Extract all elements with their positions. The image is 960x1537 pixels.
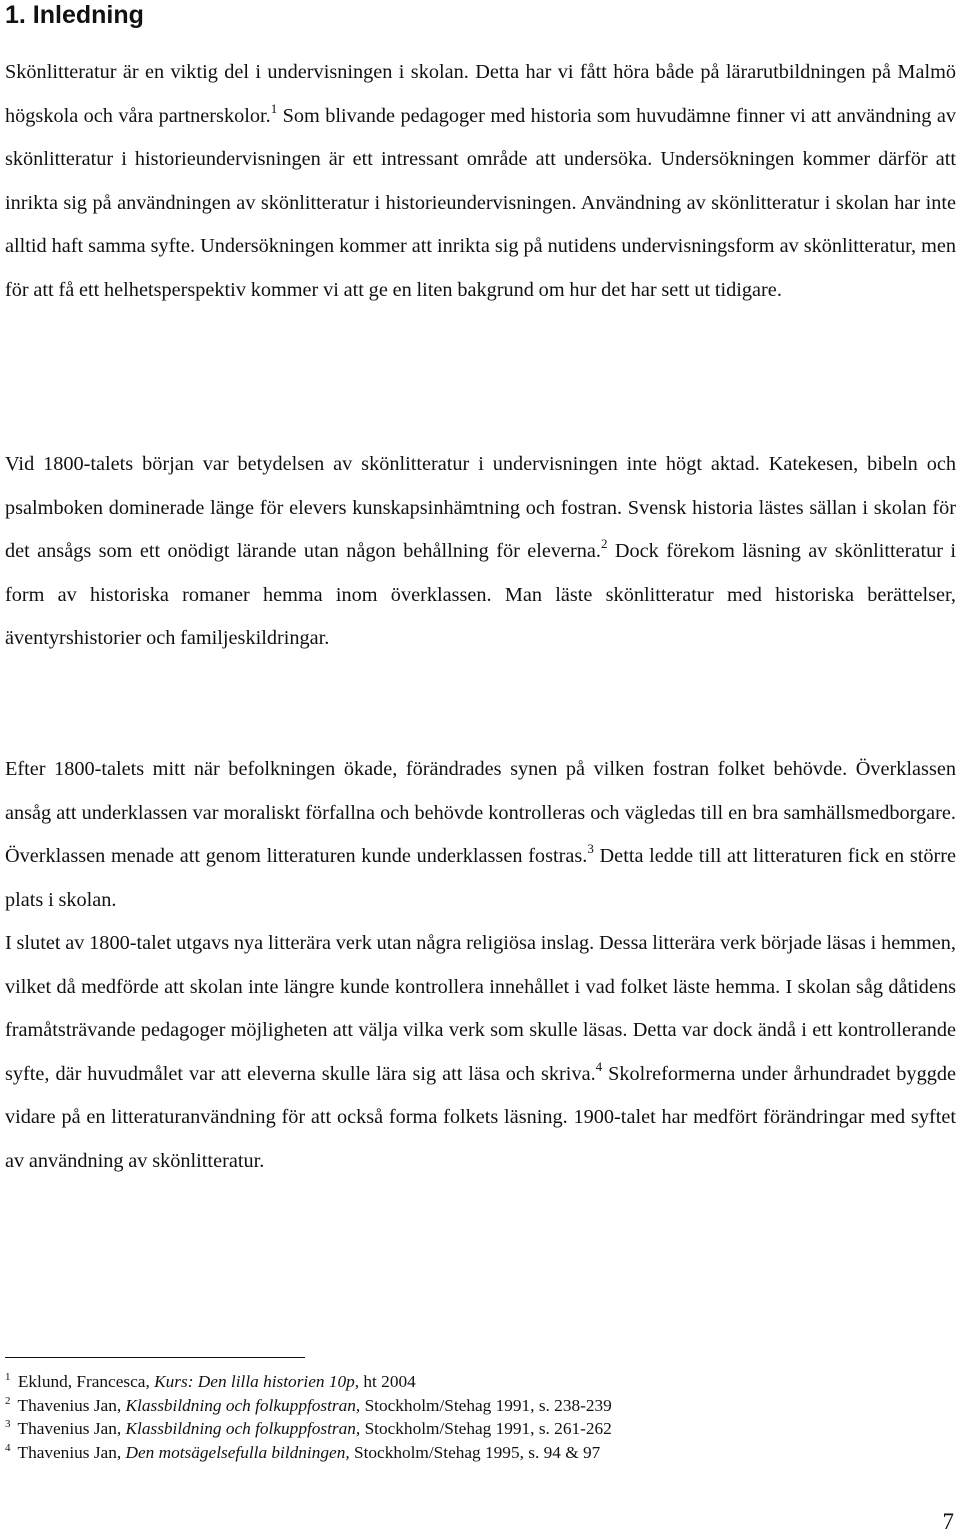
footnote-text: Stockholm/Stehag 1991, s. 238-239 <box>360 1395 612 1415</box>
footnote-item <box>5 1417 945 1441</box>
footnote-title: Klassbildning och folkuppfostran, <box>125 1419 361 1438</box>
footnote-item <box>5 1370 945 1394</box>
section-heading: 1. Inledning <box>5 1 144 29</box>
paragraph-text: Skolreformerna under århundradet byggde vidare på en litteraturanvändning för att också forma folkets läsning. 1900-talet har medfört förändringar med syftet av användning av skönlitteratur. <box>5 1062 956 1172</box>
paragraph-text: I slutet av 1800-talet utgavs nya litterära verk utan några religiösa inslag. Dessa litterära verk började läsas i hemmen, vilket då medförde att skolan inte längre kunde kontrollera innehållet i vad folket läste hemma. I skolan såg dåtidens framåtsträvande pedagoger möjligheten att välja vilka verk som skulle läsas. Detta var dock ändå i ett kontrollerande syfte, där huvudmålet var att eleverna skulle lära sig att läsa och skriva. <box>5 932 956 1085</box>
footnote-number: 1 <box>5 1371 11 1383</box>
footnote-text: Thavenius Jan, <box>13 1442 126 1462</box>
footnote-text: Stockholm/Stehag 1991, s. 261-262 <box>360 1419 612 1438</box>
paragraph-text: Som blivande pedagoger med historia som huvudämne finner vi att användning av skönlitteratur i historieundervisningen är ett intressant område att undersöka. Undersökningen kommer därför att inrikta sig på användningen av skönlitteratur i historieundervisningen. Användning av skönlitteratur i skolan har inte alltid haft samma syfte. Undersökningen kommer att inrikta sig på nutidens undervisningsform av skönlitteratur, men för att få ett helhetsperspektiv kommer vi att ge en liten bakgrund om hur det har sett ut tidigare. <box>5 104 956 301</box>
paragraph-1800-early <box>5 443 956 661</box>
paragraph-text: Skönlitteratur är en viktig del i undervisningen i skolan. Detta har vi fått höra både på lärarutbildningen på Malmö högskola och våra partnerskolor. <box>5 61 956 127</box>
footnote-number: 2 <box>5 1394 11 1407</box>
footnote-reference[interactable]: 3 <box>587 841 594 857</box>
footnote-text: Thavenius Jan, <box>13 1395 126 1415</box>
footnote-reference[interactable]: 2 <box>601 536 608 552</box>
footnote-number: 3 <box>5 1418 11 1430</box>
paragraph-text: Detta ledde till att litteraturen fick en större plats i skolan. <box>5 845 956 911</box>
footnote-text: Thavenius Jan, <box>13 1419 126 1438</box>
footnote-number: 4 <box>5 1441 11 1454</box>
footnote-text: Stockholm/Stehag 1995, s. 94 & 97 <box>349 1442 601 1462</box>
footnote-item <box>5 1441 945 1465</box>
footnote-title: Den motsägelsefulla bildningen, <box>125 1442 350 1462</box>
footnote-title: Kurs: Den lilla historien 10p, <box>154 1372 360 1391</box>
footnote-reference[interactable]: 1 <box>270 100 278 116</box>
footnote-text: Eklund, Francesca, <box>13 1372 155 1391</box>
paragraph-1800-mid <box>5 748 956 922</box>
footnote-text: ht 2004 <box>359 1372 416 1391</box>
paragraph-1800-late <box>5 922 956 1184</box>
footnote-reference[interactable]: 4 <box>595 1058 603 1074</box>
page-number: 7 <box>942 1509 954 1534</box>
paragraph-text: Vid 1800-talets början var betydelsen av skönlitteratur i undervisningen inte högt aktad. Katekesen, bibeln och psalmboken dominerade länge för elevers kunskapsinhämtning och fostran. Svensk historia lästes sällan i skolan för det ansågs som ett onödigt lärande utan någon behållning för eleverna. <box>5 453 956 563</box>
footnote-title: Klassbildning och folkuppfostran, <box>125 1395 361 1415</box>
footnotes-list <box>5 1370 945 1464</box>
footnote-separator <box>5 1357 305 1358</box>
paragraph-text: Efter 1800-talets mitt när befolkningen ökade, förändrades synen på vilken fostran folket behövde. Överklassen ansåg att underklassen var moraliskt förfallna och behövde kontrolleras och vägledas till en bra samhällsmedborgare. Överklassen menade att genom litteraturen kunde underklassen fostras. <box>5 758 956 868</box>
footnote-item <box>5 1394 945 1418</box>
paragraph-text: Dock förekom läsning av skönlitteratur i form av historiska romaner hemma inom överklassen. Man läste skönlitteratur med historiska berättelser, äventyrshistorier och familjeskildringar. <box>5 540 956 650</box>
paragraph-intro <box>5 51 956 313</box>
